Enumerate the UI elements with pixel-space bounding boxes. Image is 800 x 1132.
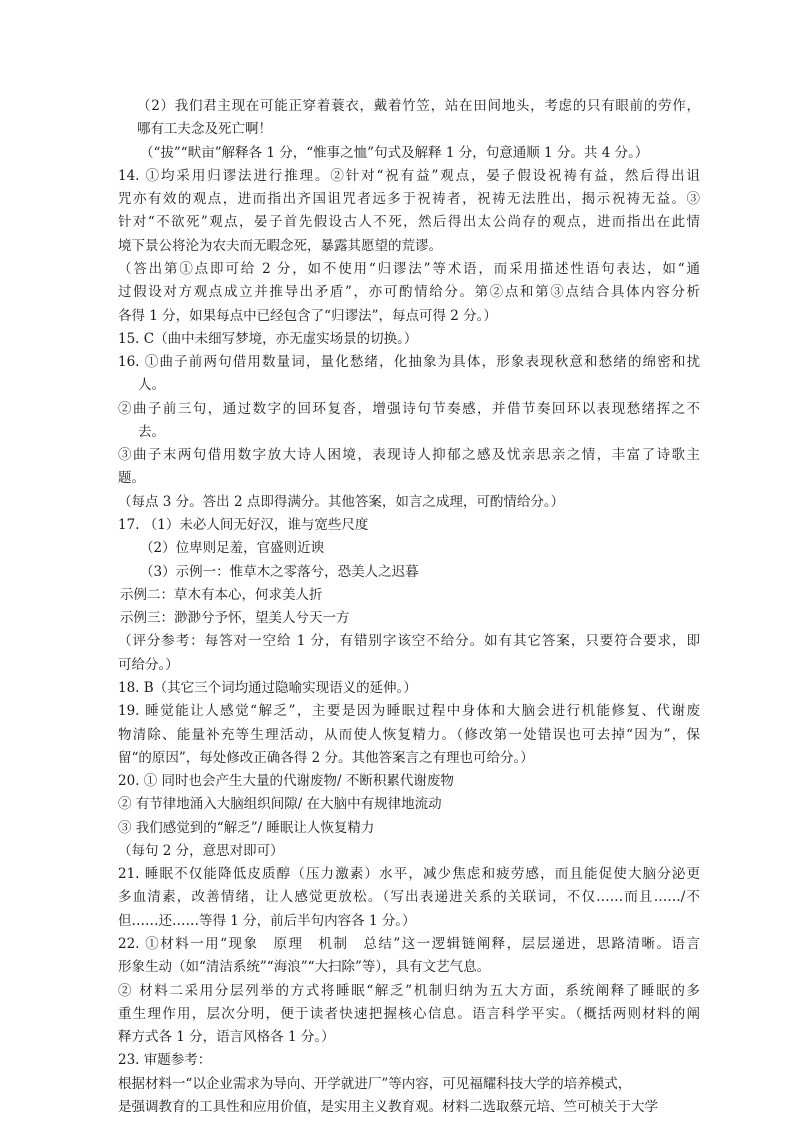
text-line: （2）我们君主现在可能正穿着蓑衣，戴着竹笠，站在田间地头，考虑的只有眼前的劳作， xyxy=(137,98,700,114)
text-line: 16. ①曲子前两句借用数量词，量化愁绪，化抽象为具体，形象表现秋意和愁绪的绵密和扰 xyxy=(118,354,700,370)
text-line: ③ 我们感觉到的“解乏”/ 睡眠让人恢复精力 xyxy=(118,820,375,836)
scoring-note: 各得 1 分，如果每点中已经包含了“归谬法”，每点可得 2 分。） xyxy=(118,308,497,324)
text-line: 人。 xyxy=(138,377,165,393)
text-line: 多血清素，改善情绪，让人感觉更放松。（写出表递进关系的关联词，不仅……而且……/不 xyxy=(118,889,700,905)
scoring-note: （每句 2 分，意思对即可） xyxy=(118,843,284,859)
text-line: （3）示例一：惟草木之零落兮，恐美人之迟暮 xyxy=(140,564,419,580)
text-line: 针对“不欲死”观点，晏子首先假设古人不死，然后得出太公尚存的观点，进而指出在此情 xyxy=(118,214,700,230)
text-line: 23. 审题参考： xyxy=(118,1052,212,1068)
scoring-note: （评分参考：每答对一空给 1 分，有错别字该空不给分。如有其它答案，只要符合要求，即 xyxy=(118,633,700,649)
text-line: （2）位卑则足羞，官盛则近谀 xyxy=(140,540,325,556)
text-line: ②曲子前三句，通过数字的回环复沓，增强诗句节奏感，并借节奏回环以表现愁绪挥之不 xyxy=(118,401,700,417)
text-line: ③曲子末两句借用数字放大诗人困境，表现诗人抑郁之感及忧亲思亲之情，丰富了诗歌主 xyxy=(118,447,700,463)
scoring-note: （“拔”“畎亩”解释各 1 分，“惟事之恤”句式及解释 1 分，句意通顺 1 分。共 4 分。） xyxy=(140,145,649,161)
text-line: 释方式各 1 分，语言风格各 1 分。） xyxy=(118,1029,335,1045)
text-line: 但……还……等得 1 分，前后半句内容各 1 分。） xyxy=(118,913,416,929)
text-line: 物清除、能量补充等生理活动，从而使人恢复精力。（修改第一处错误也可去掉“因为”，保 xyxy=(118,727,700,743)
text-line: 14. ①均采用归谬法进行推理。②针对“祝有益”观点，晏子假设祝祷有益，然后得出诅 xyxy=(118,168,700,184)
text-line: 形象生动（如“清洁系统”“海浪”“大扫除”等），具有文艺气息。 xyxy=(118,959,491,975)
text-line: ② 材料二采用分层列举的方式将睡眠“解乏”机制归纳为五大方面，系统阐释了睡眠的多 xyxy=(118,983,700,999)
text-line: 题。 xyxy=(118,470,145,486)
scoring-note: （每点 3 分。答出 2 点即得满分。其他答案，如言之成理，可酌情给分。） xyxy=(118,494,565,510)
text-line: 境下景公将沦为农夫而无暇念死，暴露其愿望的荒谬。 xyxy=(118,238,442,254)
text-line: 去。 xyxy=(138,424,165,440)
scoring-note: 过假设对方观点成立并推导出矛盾”，亦可酌情给分。第②点和第③点结合具体内容分析 xyxy=(118,284,700,300)
text-line: 20. ① 同时也会产生大量的代谢废物/ 不断积累代谢废物 xyxy=(118,773,454,789)
text-line: 21. 睡眠不仅能降低皮质醇（压力激素）水平，减少焦虑和疲劳感，而且能促使大脑分泌更 xyxy=(118,866,700,882)
text-line: 22. ①材料一用“现象 原理 机制 总结”这一逻辑链阐释，层层递进，思路清晰。语言 xyxy=(118,936,700,952)
text-line: 示例二：草木有本心，何求美人折 xyxy=(120,587,323,603)
text-line: 示例三：渺渺兮予怀，望美人兮天一方 xyxy=(120,610,350,626)
text-line: 是强调教育的工具性和应用价值，是实用主义教育观。材料二选取蔡元培、竺可桢关于大学 xyxy=(118,1099,658,1115)
text-line: 15. C（曲中未细写梦境，亦无虚实场景的切换。） xyxy=(118,331,418,347)
text-line: 18. B（其它三个词均通过隐喻实现语义的延伸。） xyxy=(118,680,417,696)
text-line: 根据材料一“以企业需求为导向、开学就进厂”等内容，可见福耀科技大学的培养模式， xyxy=(118,1076,632,1092)
text-line: 留“的原因”，每处修改正确各得 2 分。其他答案言之有理也可给分。） xyxy=(118,750,534,766)
scoring-note: 可给分。） xyxy=(118,657,179,673)
text-line: 重生理作用，层次分明，便于读者快速把握核心信息。语言科学平实。（概括两则材料的阐 xyxy=(118,1006,700,1022)
text-line: 咒亦有效的观点，进而指出齐国诅咒者远多于祝祷者，祝祷无法胜出，揭示祝祷无益。③ xyxy=(118,191,700,207)
text-line: 19. 睡觉能让人感觉“解乏”，主要是因为睡眠过程中身体和大脑会进行机能修复、代谢废 xyxy=(118,703,700,719)
scoring-note: （答出第①点即可给 2 分，如不使用“归谬法”等术语，而采用描述性语句表达，如“通 xyxy=(118,261,700,277)
text-line: ② 有节律地涌入大脑组织间隙/ 在大脑中有规律地流动 xyxy=(118,796,442,812)
text-line: 17. （1）未必人间无好汉，谁与宽些尺度 xyxy=(118,517,369,533)
text-line: 哪有工夫念及死亡啊！ xyxy=(137,121,272,137)
